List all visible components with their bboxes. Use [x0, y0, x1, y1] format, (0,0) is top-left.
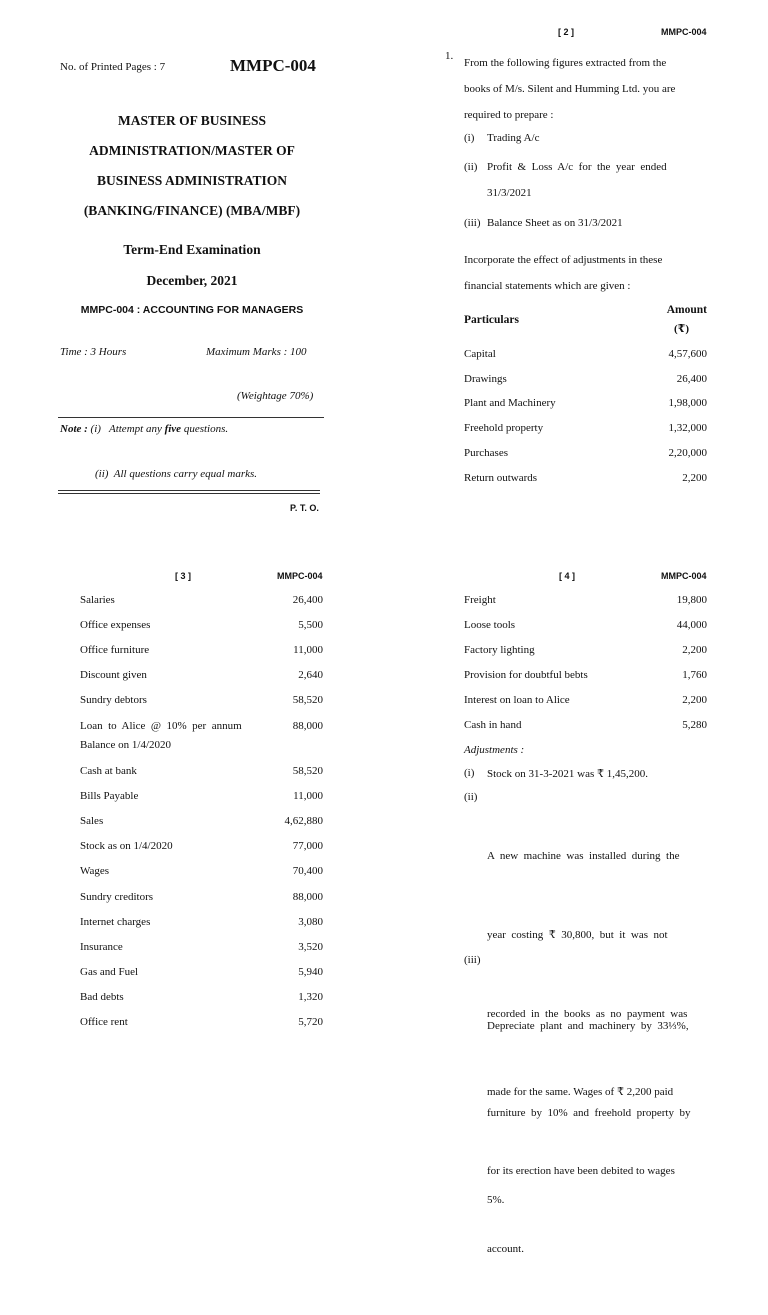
note-emphasis: five — [164, 423, 182, 435]
row-amount: 88,000 — [292, 719, 323, 732]
row-amount: 3,080 — [298, 915, 323, 928]
row-amount: 4,57,600 — [668, 348, 707, 360]
page-code: MMPC-004 — [661, 571, 707, 581]
note-label: Note : — [60, 423, 88, 435]
row-amount: 11,000 — [293, 644, 323, 657]
req-text: Trading A/c — [487, 132, 540, 144]
title-line: ADMINISTRATION/MASTER OF — [89, 143, 295, 158]
course-title: MMPC-004 : ACCOUNTING FOR MANAGERS — [80, 304, 304, 316]
divider — [58, 490, 320, 491]
row-amount: 5,720 — [298, 1016, 323, 1028]
page-number: [ 3 ] — [175, 571, 192, 581]
req-item — [464, 161, 707, 173]
question-line: From the following figures extracted from the — [464, 57, 667, 69]
row-amount: 5,940 — [298, 965, 323, 978]
amount-header: Amount — [666, 304, 707, 316]
req-item — [464, 132, 540, 144]
question-number: 1. — [445, 50, 454, 62]
row-amount: 5,280 — [682, 718, 707, 731]
row-label: Factory lighting — [464, 643, 535, 656]
question-line: required to prepare : — [464, 109, 554, 121]
note-text: (i) Attempt any — [90, 423, 165, 435]
exam-session: December, 2021 — [146, 273, 238, 288]
note-1 — [60, 423, 228, 435]
row-label: Interest on loan to Alice — [464, 693, 570, 706]
row-amount: 44,000 — [676, 618, 707, 631]
row-amount: 5,500 — [298, 619, 323, 632]
req-text: 31/3/2021 — [487, 187, 532, 199]
row-label: Drawings — [464, 372, 507, 385]
page-number: [ 2 ] — [558, 27, 575, 37]
row-label: Freehold property — [464, 422, 544, 435]
row-amount: 26,400 — [292, 594, 323, 606]
divider — [58, 417, 324, 418]
row-label: Internet charges — [80, 915, 151, 928]
question-line: books of M/s. Silent and Humming Ltd. you are — [464, 83, 676, 95]
req-text: Balance Sheet as on 31/3/2021 — [487, 217, 623, 229]
maximum-marks: Maximum Marks : 100 — [206, 346, 307, 358]
row-amount: 1,320 — [298, 990, 323, 1003]
row-amount: 88,000 — [292, 890, 323, 903]
adj-line: year costing ₹ 30,800, but it was not — [487, 929, 668, 942]
adj-line: made for the same. Wages of ₹ 2,200 paid — [487, 1086, 674, 1099]
req-num: (ii) — [464, 161, 478, 173]
currency-header: (₹) — [674, 323, 689, 335]
row-amount: 58,520 — [292, 765, 323, 777]
row-label: Purchases — [464, 446, 508, 459]
note-text: questions. — [181, 423, 229, 435]
adj-line: recorded in the books as no payment was — [487, 1007, 688, 1020]
row-amount: 58,520 — [292, 694, 323, 707]
row-label: Cash at bank — [80, 765, 137, 777]
page-number: [ 4 ] — [559, 571, 576, 581]
row-amount: 3,520 — [298, 940, 323, 953]
req-num: (iii) — [464, 217, 481, 229]
row-label: Loose tools — [464, 618, 516, 631]
row-label: Plant and Machinery — [464, 397, 556, 410]
row-amount: 2,20,000 — [668, 446, 707, 459]
adj-line: Depreciate plant and machinery by 33⅓%, — [487, 1020, 689, 1032]
row-label: Capital — [464, 348, 496, 360]
row-label: Office rent — [80, 1016, 128, 1028]
row-amount: 70,400 — [292, 865, 323, 878]
row-label: Bad debts — [80, 990, 124, 1003]
req-text: Profit & Loss A/c for the year ended — [487, 161, 667, 173]
row-amount: 2,200 — [682, 693, 707, 706]
adj-num: (ii) — [464, 791, 478, 803]
row-amount: 1,98,000 — [668, 397, 707, 410]
row-amount: 4,62,880 — [284, 815, 323, 828]
paper-code: MMPC-004 — [230, 56, 316, 75]
row-amount: 1,32,000 — [668, 422, 707, 435]
adj-line: A new machine was installed during the — [487, 850, 680, 863]
row-amount: 77,000 — [292, 840, 323, 853]
row-label: Cash in hand — [464, 718, 522, 731]
particulars-header: Particulars — [464, 314, 519, 326]
note-2: (ii) All questions carry equal marks. — [95, 468, 258, 480]
exam-title: Term-End Examination — [123, 242, 261, 257]
printed-pages: No. of Printed Pages : 7 — [60, 61, 166, 73]
exam-time: Time : 3 Hours — [60, 346, 127, 358]
req-num: (i) — [464, 132, 475, 144]
page-code: MMPC-004 — [277, 571, 323, 581]
adjustments-title: Adjustments : — [464, 744, 525, 756]
adj-line: Stock on 31-3-2021 was ₹ 1,45,200. — [487, 768, 648, 780]
row-label: Stock as on 1/4/2020 — [80, 840, 173, 853]
adj-num: (i) — [464, 767, 475, 779]
divider — [58, 493, 320, 494]
adj-line: furniture by 10% and freehold property by — [487, 1107, 691, 1119]
row-amount: 11,000 — [293, 790, 323, 803]
row-amount: 1,760 — [682, 668, 707, 681]
row-label: Salaries — [80, 594, 115, 606]
page-4 — [384, 530, 768, 1256]
row-amount: 2,640 — [298, 669, 323, 682]
row-label: Loan to Alice @ 10% per annum — [80, 719, 242, 732]
incorporate-line: financial statements which are given : — [464, 280, 631, 292]
page-2 — [384, 0, 768, 530]
page-3 — [0, 530, 384, 1028]
row-label: Discount given — [80, 669, 147, 682]
row-label: Wages — [80, 865, 110, 878]
row-amount: 2,200 — [682, 471, 707, 484]
row-label: Sundry debtors — [80, 694, 147, 707]
row-label: Sundry creditors — [80, 890, 154, 903]
incorporate-text — [464, 247, 662, 299]
row-label: Office expenses — [80, 619, 151, 632]
programme-title — [0, 106, 384, 226]
row-label: Freight — [464, 594, 496, 606]
row-amount: 26,400 — [676, 372, 707, 385]
row-label: Balance on 1/4/2020 — [80, 739, 172, 751]
title-line: MASTER OF BUSINESS — [117, 113, 267, 128]
pto: P. T. O. — [290, 503, 319, 513]
weightage: (Weightage 70%) — [237, 390, 314, 402]
adjustment-item — [464, 767, 648, 780]
adj-line: account. — [487, 1243, 524, 1256]
row-label: Return outwards — [464, 471, 538, 484]
title-line: BUSINESS ADMINISTRATION — [97, 173, 287, 188]
row-label: Gas and Fuel — [80, 965, 139, 978]
incorporate-line: Incorporate the effect of adjustments in these — [464, 254, 663, 266]
row-label: Provision for doubtful bebts — [464, 668, 588, 681]
page-1 — [0, 0, 384, 530]
row-amount: 2,200 — [682, 643, 707, 656]
row-label: Insurance — [80, 940, 123, 953]
row-label: Sales — [80, 815, 104, 828]
row-label: Office furniture — [80, 644, 150, 657]
page-code: MMPC-004 — [661, 27, 707, 37]
question-text — [464, 50, 707, 128]
req-item — [464, 217, 623, 229]
row-label: Bills Payable — [80, 790, 139, 803]
title-line: (BANKING/FINANCE) (MBA/MBF) — [83, 203, 301, 218]
row-amount: 19,800 — [676, 594, 707, 606]
adj-line: 5%. — [487, 1194, 505, 1206]
adj-line: for its erection have been debited to wages — [487, 1164, 675, 1177]
adj-num: (iii) — [464, 954, 481, 966]
